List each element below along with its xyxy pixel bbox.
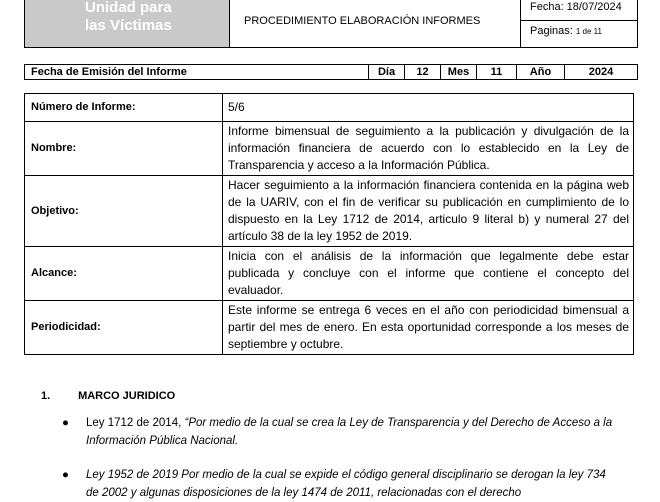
- periodicity-label: Periodicidad:: [25, 301, 223, 355]
- law-reference: Ley 1712 de 2014,: [86, 417, 185, 429]
- section-title: MARCO JURIDICO: [78, 390, 176, 402]
- table-row: [25, 94, 634, 122]
- pages-value: 1 de 11: [575, 27, 602, 36]
- year-value: 2024: [564, 65, 637, 79]
- scope-label: Alcance:: [25, 247, 223, 301]
- month-label: Mes: [440, 65, 476, 79]
- day-label: Día: [368, 65, 404, 79]
- scope-value: Inicia con el análisis de la información que legalmente debe estar publicada y concluye con el informe que contiene el concepto del evaluador.: [223, 247, 634, 301]
- header-title-cell: [229, 0, 521, 47]
- day-value: 12: [404, 65, 440, 79]
- table-row: [25, 122, 634, 176]
- logo-text: [85, 0, 172, 35]
- document-header: [24, 0, 638, 48]
- header-date: Fecha: 18/07/2024: [521, 0, 637, 21]
- list-item-text: [86, 414, 616, 450]
- name-label: Nombre:: [25, 122, 223, 176]
- emission-label: Fecha de Emisión del Informe: [31, 66, 187, 78]
- table-row: [25, 176, 634, 247]
- emission-date-row: [24, 64, 638, 80]
- objective-label: Objetivo:: [25, 176, 223, 247]
- section-number: 1.: [41, 390, 51, 402]
- number-label: Número de Informe:: [25, 94, 223, 122]
- logo: [25, 0, 229, 47]
- header-pages: [521, 21, 637, 47]
- law-reference: Ley 1952 de 2019: [86, 469, 179, 481]
- periodicity-value: Este informe se entrega 6 veces en el año con periodicidad bimensual a partir del mes de enero. En esta oportunidad corresponde a los meses de septiembre y octubre.: [223, 301, 634, 355]
- number-value: 5/6: [223, 94, 634, 122]
- name-value: Informe bimensual de seguimiento a la publicación y divulgación de la información financiera de acuerdo con lo establecido en la Ley de Transparencia y acceso a la Información Pública.: [223, 122, 634, 176]
- table-row: [25, 247, 634, 301]
- report-info-table: [24, 93, 634, 355]
- section-heading: [41, 390, 175, 402]
- table-row: [25, 301, 634, 355]
- list-item-text: [86, 466, 616, 502]
- objective-value: Hacer seguimiento a la información financiera contenida en la página web de la UARIV, con el fin de verificar su publicación en cumplimiento de lo dispuesto en la Ley 1712 de 2014, articulo 9 literal b) y numeral 27 del artículo 38 de la ley 1952 de 2019.: [223, 176, 634, 247]
- month-value: 11: [476, 65, 516, 79]
- pages-label: Paginas:: [530, 25, 573, 37]
- bullet-icon: ●: [62, 469, 69, 481]
- year-label: Año: [516, 65, 564, 79]
- logo-line2: las Víctimas: [85, 17, 172, 34]
- header-title: PROCEDIMIENTO ELABORACIÓN INFORMES: [244, 15, 481, 27]
- bullet-icon: ●: [62, 417, 69, 429]
- logo-line1: Unidad para: [85, 0, 172, 16]
- law-description: Por medio de la cual se expide el código general disciplinario se derogan la ley 734 de 2002 y algunas disposiciones de la ley 1474 de 2011, relacionadas con el derecho: [86, 469, 606, 499]
- law-description: “Por medio de la cual se crea la Ley de Transparencia y del Derecho de Acceso a la Información Pública Nacional.: [86, 417, 613, 447]
